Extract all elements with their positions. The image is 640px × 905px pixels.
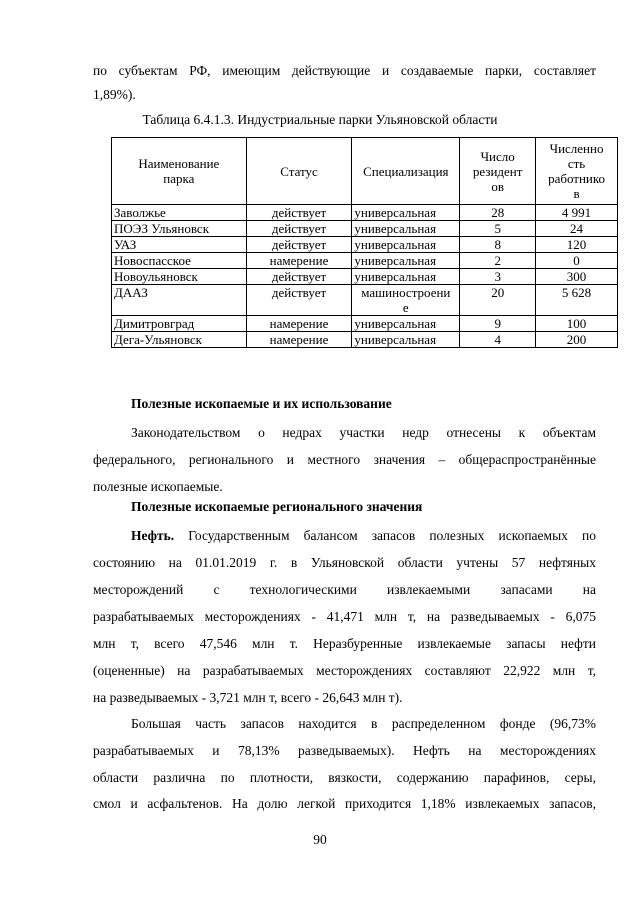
text-line: разрабатываемых месторождениях - 41,471 млн т, на разведываемых - 6,075 bbox=[93, 609, 596, 624]
table-row bbox=[112, 205, 618, 221]
text-line: области различна по плотности, вязкости, содержанию парафинов, серы, bbox=[93, 770, 596, 785]
table-row bbox=[112, 269, 618, 285]
lead-bold-term: Нефть. bbox=[131, 528, 175, 543]
cell-specialization: универсальная bbox=[352, 221, 460, 237]
section-heading: Полезные ископаемые регионального значения bbox=[131, 499, 423, 514]
cell-residents: 20 bbox=[460, 285, 536, 316]
section-heading: Полезные ископаемые и их использование bbox=[131, 396, 392, 411]
cell-specialization: универсальная bbox=[352, 205, 460, 221]
cell-workers: 0 bbox=[536, 253, 618, 269]
text-span: Государственным балансом запасов полезных ископаемых по bbox=[174, 528, 596, 543]
cell-status: намерение bbox=[246, 316, 352, 332]
cell-residents: 8 bbox=[460, 237, 536, 253]
text-line: Большая часть запасов находится в распределенном фонде (96,73% bbox=[131, 716, 596, 731]
cell-workers: 5 628 bbox=[536, 285, 618, 316]
cell-workers: 300 bbox=[536, 269, 618, 285]
cell-specialization: универсальная bbox=[352, 332, 460, 348]
cell-specialization: машиностроени е bbox=[352, 285, 460, 316]
cell-residents: 9 bbox=[460, 316, 536, 332]
cell-status: действует bbox=[246, 205, 352, 221]
text-line: на разведываемых - 3,721 млн т, всего - 26,643 млн т). bbox=[93, 690, 403, 705]
table-row bbox=[112, 221, 618, 237]
cell-specialization: универсальная bbox=[352, 253, 460, 269]
cell-workers: 200 bbox=[536, 332, 618, 348]
text-line: федерального, регионального и местного значения – общераспространённые bbox=[93, 452, 596, 467]
cell-name: ПОЭЗ Ульяновск bbox=[112, 221, 247, 237]
cell-status: намерение bbox=[246, 332, 352, 348]
table-row bbox=[112, 332, 618, 348]
text-line: 1,89%). bbox=[93, 87, 136, 102]
cell-status: действует bbox=[246, 237, 352, 253]
cell-specialization: универсальная bbox=[352, 269, 460, 285]
cell-name: Новоспасское bbox=[112, 253, 247, 269]
cell-residents: 28 bbox=[460, 205, 536, 221]
cell-workers: 4 991 bbox=[536, 205, 618, 221]
table-header-row bbox=[112, 138, 618, 205]
table-row bbox=[112, 316, 618, 332]
text-line: Законодательством о недрах участки недр отнесены к объектам bbox=[131, 425, 596, 440]
header-cell-name: Наименование парка bbox=[112, 138, 247, 205]
cell-name: Дега-Ульяновск bbox=[112, 332, 247, 348]
cell-residents: 2 bbox=[460, 253, 536, 269]
header-cell-specialization: Специализация bbox=[352, 138, 460, 205]
header-cell-workers: Численно сть работнико в bbox=[536, 138, 618, 205]
cell-name: Новоульяновск bbox=[112, 269, 247, 285]
cell-status: намерение bbox=[246, 253, 352, 269]
header-cell-residents: Число резидент ов bbox=[460, 138, 536, 205]
header-cell-status: Статус bbox=[246, 138, 352, 205]
cell-specialization: универсальная bbox=[352, 316, 460, 332]
cell-status: действует bbox=[246, 269, 352, 285]
table-row bbox=[112, 285, 618, 316]
cell-workers: 24 bbox=[536, 221, 618, 237]
text-line: состоянию на 01.01.2019 г. в Ульяновской области учтены 57 нефтяных bbox=[93, 555, 596, 570]
text-line bbox=[131, 527, 596, 545]
text-line: смол и асфальтенов. На долю легкой приходится 1,18% извлекаемых запасов, bbox=[93, 796, 596, 811]
industrial-parks-table bbox=[111, 137, 618, 348]
table-row bbox=[112, 237, 618, 253]
cell-status: действует bbox=[246, 285, 352, 316]
text-line: месторождений с технологическими извлекаемыми запасами на bbox=[93, 582, 596, 597]
cell-workers: 120 bbox=[536, 237, 618, 253]
cell-workers: 100 bbox=[536, 316, 618, 332]
cell-name: ДААЗ bbox=[112, 285, 247, 316]
cell-residents: 4 bbox=[460, 332, 536, 348]
cell-residents: 3 bbox=[460, 269, 536, 285]
cell-status: действует bbox=[246, 221, 352, 237]
cell-residents: 5 bbox=[460, 221, 536, 237]
cell-name: Заволжье bbox=[112, 205, 247, 221]
text-line: млн т, всего 47,546 млн т. Неразбуренные извлекаемые запасы нефти bbox=[93, 636, 596, 651]
cell-specialization: универсальная bbox=[352, 237, 460, 253]
cell-name: УАЗ bbox=[112, 237, 247, 253]
text-line: полезные ископаемые. bbox=[93, 479, 223, 494]
cell-name: Димитровград bbox=[112, 316, 247, 332]
table-row bbox=[112, 253, 618, 269]
page-number: 90 bbox=[313, 832, 327, 847]
text-line: по субъектам РФ, имеющим действующие и создаваемые парки, составляет bbox=[93, 63, 596, 78]
text-line: (оцененные) на разрабатываемых месторождениях составляют 22,922 млн т, bbox=[93, 663, 596, 678]
table-caption: Таблица 6.4.1.3. Индустриальные парки Ульяновской области bbox=[142, 112, 498, 127]
text-line: разрабатываемых и 78,13% разведываемых). Нефть на месторождениях bbox=[93, 743, 596, 758]
